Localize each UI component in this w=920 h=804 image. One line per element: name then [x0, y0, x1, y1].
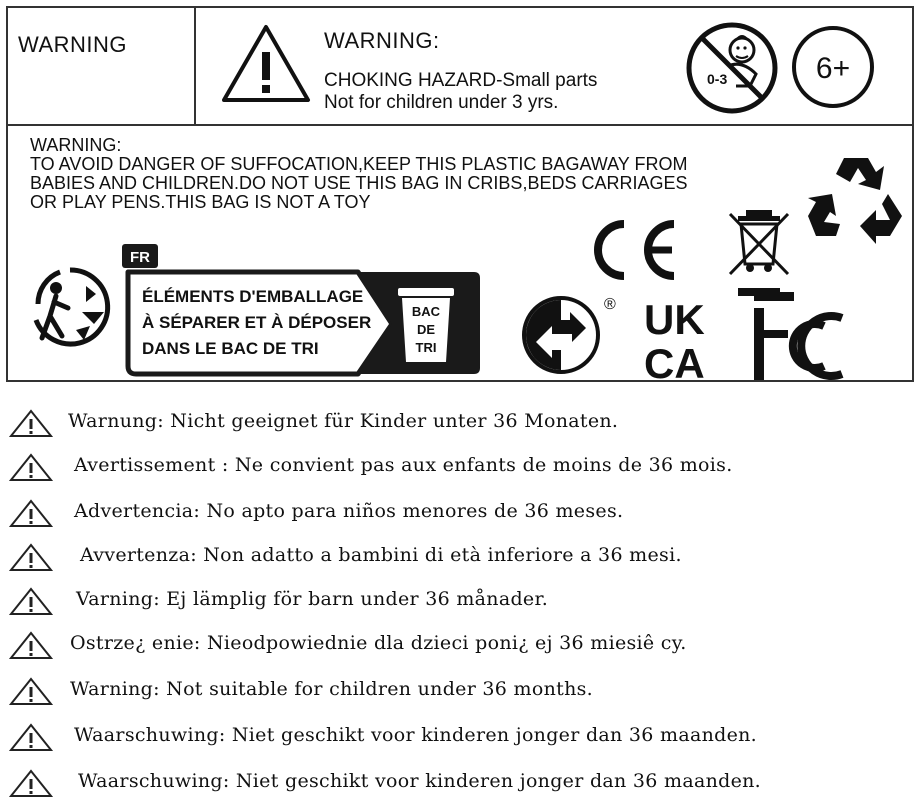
warning-cell: [8, 8, 196, 124]
suffocation-warning: [30, 136, 687, 212]
bin-text: DE: [416, 322, 436, 337]
warning-triangle-icon: [8, 768, 54, 798]
warning-triangle-icon: [8, 586, 54, 616]
warning-heading: WARNING: [18, 32, 128, 57]
warning-text: Warning: Not suitable for children under 36 months.: [70, 678, 593, 700]
registered-mark: ®: [604, 296, 616, 313]
warning-triangle-icon: [8, 722, 54, 752]
list-item: [0, 718, 920, 758]
fr-sorting-info: [122, 244, 482, 383]
triman-icon: [26, 264, 114, 350]
bin-text: TRI: [415, 340, 437, 355]
list-item: [0, 672, 920, 712]
warning-text: Avvertenza: Non adatto a bambini di età inferiore a 36 mesi.: [80, 544, 682, 566]
choking-line-2: Not for children under 3 yrs.: [324, 92, 559, 113]
warning-text: Waarschuwing: Niet geschikt voor kinderen jonger dan 36 maanden.: [74, 724, 758, 746]
age-6-plus-text: 6+: [815, 52, 851, 85]
suffocation-line: TO AVOID DANGER OF SUFFOCATION,KEEP THIS PLASTIC BAGAWAY FROM: [30, 154, 688, 174]
list-item: [0, 538, 920, 578]
fr-tag: FR: [130, 249, 150, 266]
age-6-plus-badge: [790, 24, 876, 110]
bin-text: BAC: [411, 304, 441, 319]
warning-text: Varning: Ej lämplig för barn under 36 månader.: [76, 588, 549, 610]
warning-triangle-icon: [8, 542, 54, 572]
warning-triangle-icon: [8, 408, 54, 438]
ukca-line: UK: [644, 296, 705, 343]
choking-title: WARNING:: [324, 28, 440, 53]
warning-triangle-icon: [8, 498, 54, 528]
fr-text-line: ÉLÉMENTS D'EMBALLAGE: [142, 287, 364, 306]
fr-text-line: À SÉPARER ET À DÉPOSER: [142, 313, 372, 332]
choking-line-1: CHOKING HAZARD-Small parts: [324, 70, 598, 91]
ukca-line: CA: [644, 340, 705, 382]
no-children-0-3-icon: [684, 20, 780, 116]
list-item: [0, 582, 920, 622]
list-item: [0, 764, 920, 804]
warning-triangle-icon: [8, 452, 54, 482]
age-restricted-label: 0-3: [707, 71, 728, 87]
warning-label: [6, 6, 914, 382]
list-item: [0, 494, 920, 534]
ce-mark-icon: [586, 216, 682, 284]
warning-triangle-icon: [8, 630, 54, 660]
choking-hazard-row: [8, 8, 912, 126]
warning-text: Advertencia: No apto para niños menores de 36 meses.: [74, 500, 624, 522]
list-item: [0, 626, 920, 666]
warning-text: Warnung: Nicht geeignet für Kinder unter 36 Monaten.: [68, 410, 619, 432]
fr-text-line: DANS LE BAC DE TRI: [142, 339, 319, 358]
ukca-mark-icon: [644, 294, 728, 382]
recycle-icon: [806, 150, 906, 246]
green-dot-icon: [520, 294, 602, 376]
warning-text: Ostrze¿ enie: Nieodpowiednie dla dzieci poni¿ ej 36 miesiê cy.: [70, 632, 687, 654]
warning-text: Avertissement : Ne convient pas aux enfants de moins de 36 mois.: [74, 454, 733, 476]
warning-text: Waarschuwing: Niet geschikt voor kinderen jonger dan 36 maanden.: [78, 770, 762, 792]
fcc-icon: [752, 290, 852, 386]
sorting-bin-icon: [398, 288, 454, 362]
list-item: [0, 448, 920, 488]
list-item: [0, 404, 920, 444]
suffocation-line: BABIES AND CHILDREN.DO NOT USE THIS BAG IN CRIBS,BEDS CARRIAGES: [30, 173, 688, 193]
suffocation-line: OR PLAY PENS.THIS BAG IS NOT A TOY: [30, 192, 371, 212]
suffocation-line: WARNING:: [30, 135, 122, 155]
warning-triangle-icon: [220, 22, 312, 104]
warning-triangle-icon: [8, 676, 54, 706]
